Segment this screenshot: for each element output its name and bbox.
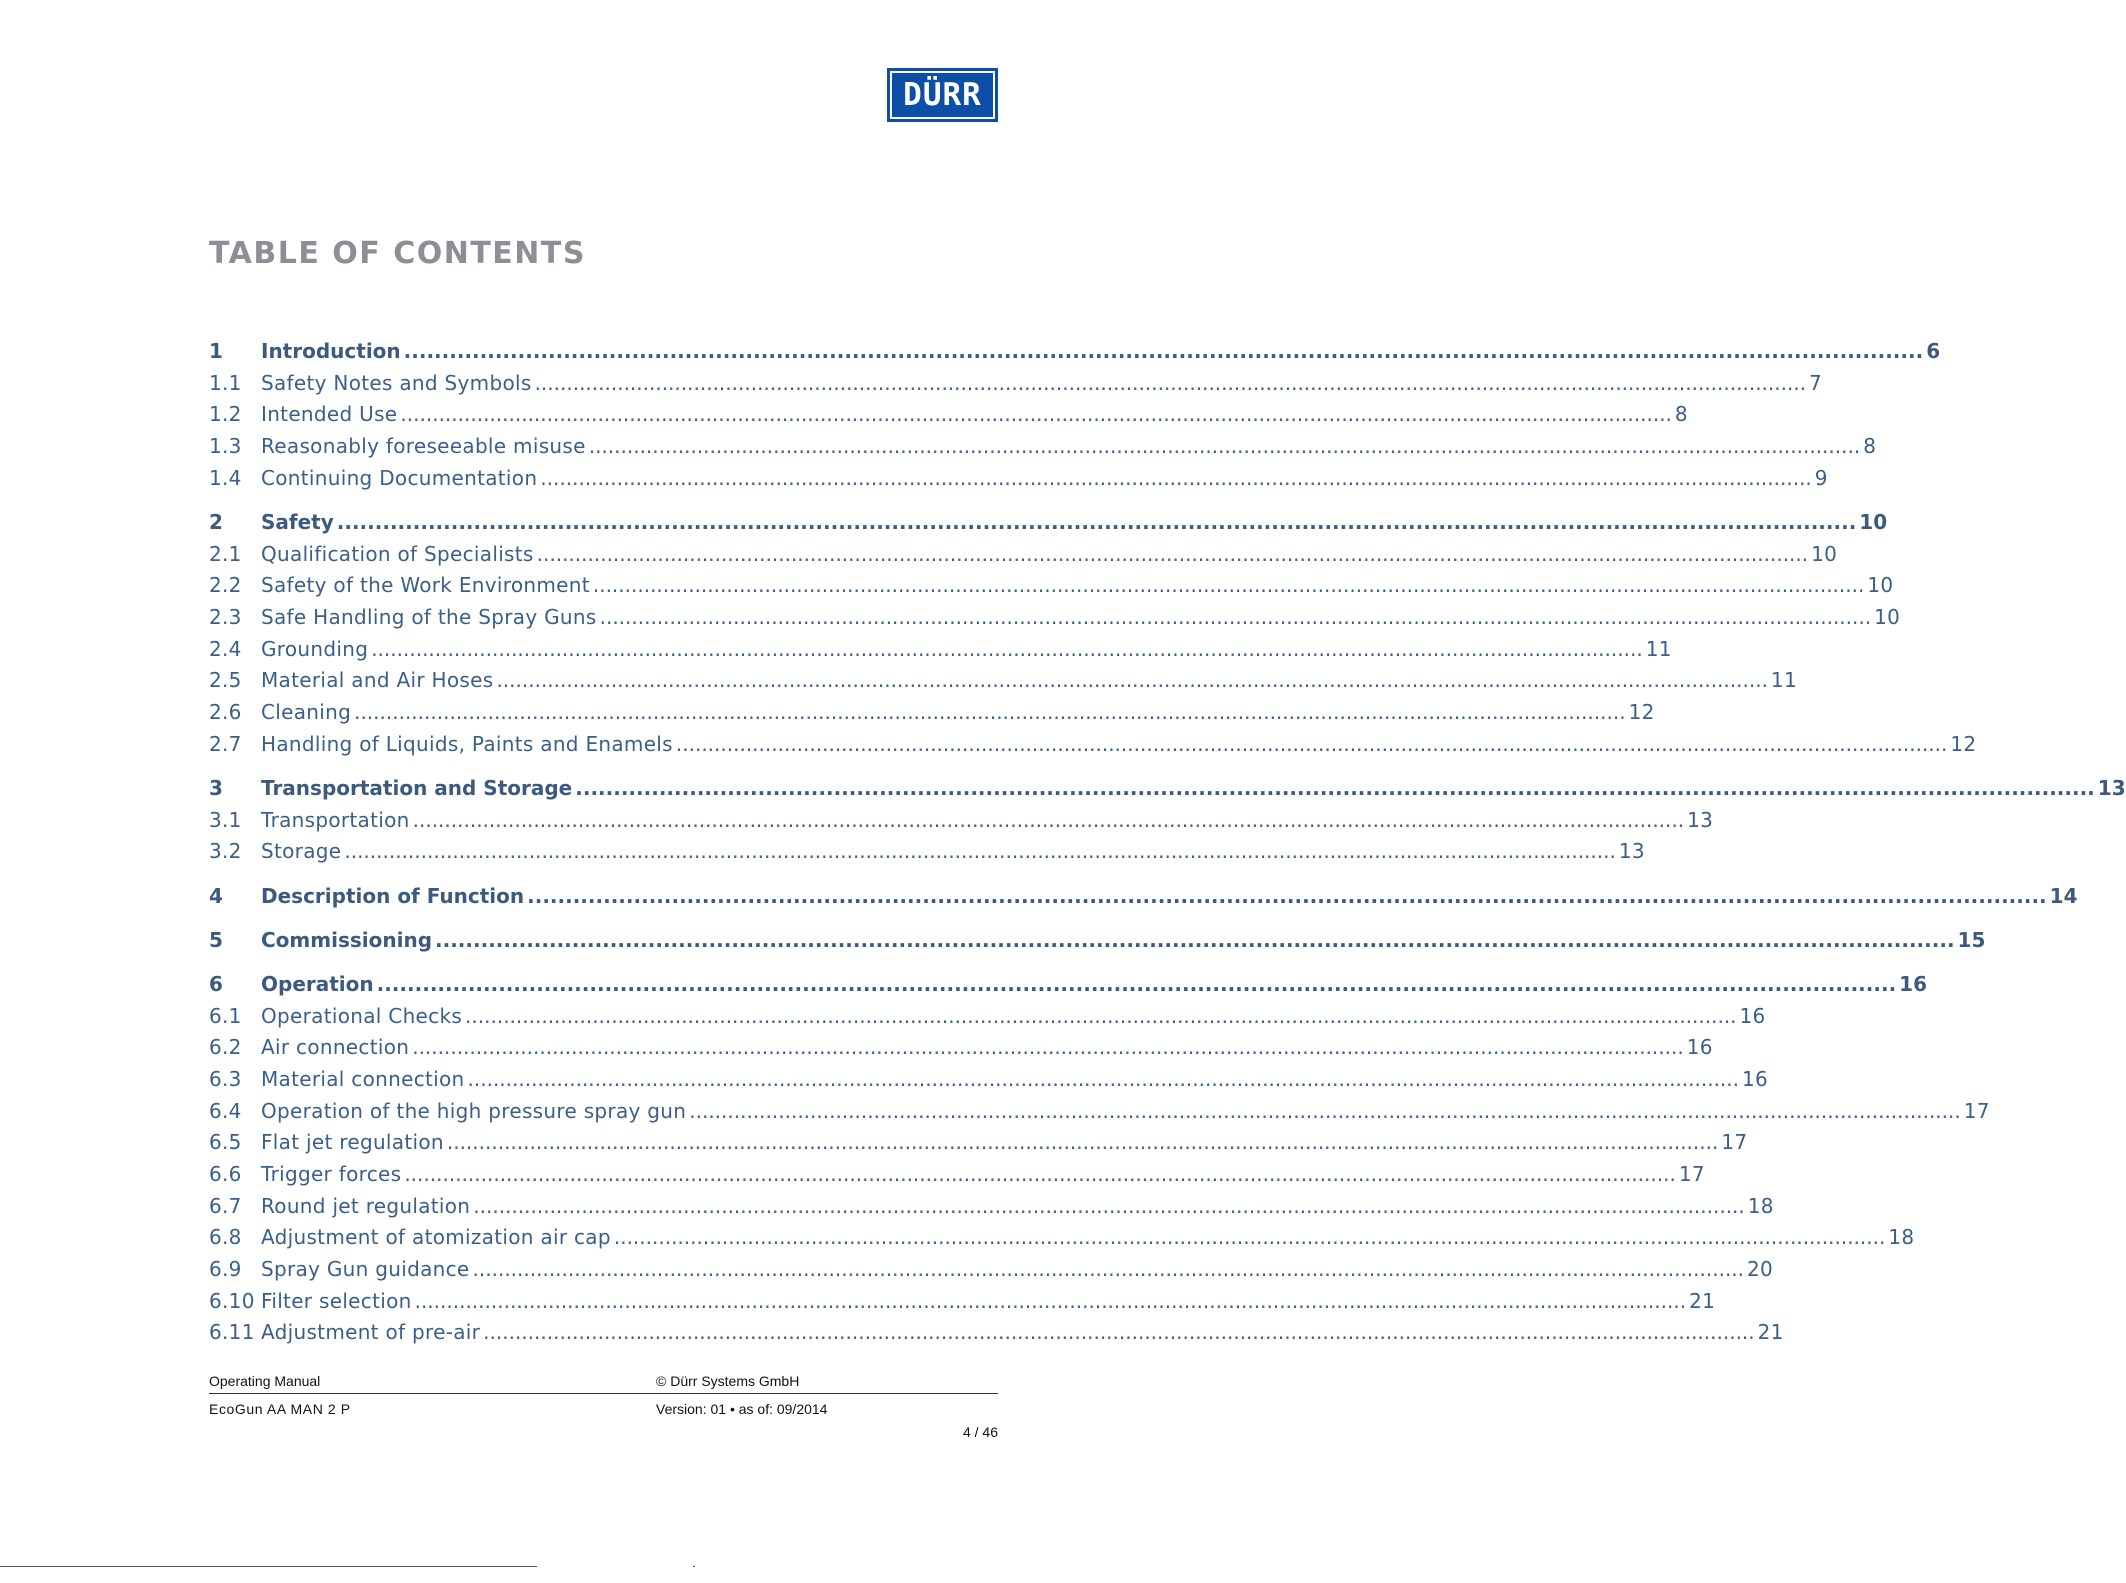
toc-entry-page: 17 [1963,1098,1990,1123]
toc-dot-leader: ........................................................................................................................................................................................................ [414,1288,1687,1313]
toc-entry-title: Air connection [261,1035,410,1060]
toc-entry-title: Material and Air Hoses [261,668,494,693]
toc-entry-title: Safe Handling of the Spray Guns [261,605,597,629]
toc-entry-title: Grounding [261,636,369,661]
toc-entry-page: 20 [1747,1257,1774,1282]
toc-entry-number: 1.2 [209,402,242,427]
toc-entry-page: 9 [1814,465,1828,490]
toc-entry[interactable] [209,1257,1774,1289]
toc-entry[interactable] [209,509,1888,542]
table-of-contents [209,339,2126,1352]
toc-entry-page: 10 [1867,573,1894,598]
toc-entry-title: Operation of the high pressure spray gun [261,1098,687,1123]
toc-entry-number: 3 [209,775,223,800]
toc-dot-leader: ........................................................................................................................................................................................................ [483,1320,1755,1345]
toc-dot-leader: ........................................................................................................................................................................................................ [344,839,1616,864]
toc-entry-page: 18 [1888,1225,1915,1250]
footer-product: EcoGun AA MAN 2 P [209,1401,351,1417]
toc-entry-number: 6.9 [209,1257,242,1282]
toc-entry[interactable] [209,1288,1716,1321]
toc-entry[interactable] [209,883,2078,916]
toc-entry-title: Transportation [261,807,410,832]
toc-entry-title: Safety Notes and Symbols [261,370,532,395]
toc-entry-title: Filter selection [261,1288,412,1313]
toc-entry-number: 6.7 [209,1193,242,1218]
toc-entry-page: 12 [1950,731,1977,756]
toc-entry-number: 6.1 [209,1003,242,1028]
toc-entry-number: 6 [209,971,223,996]
toc-entry-title: Qualification of Specialists [261,541,534,566]
toc-entry-page: 16 [1899,971,1928,996]
toc-entry-number: 6.3 [209,1066,242,1091]
toc-dot-leader: ........................................................................................................................................................................................................ [599,605,1872,629]
toc-dot-leader: ........................................................................................................................................................................................................ [592,573,1865,598]
toc-entry[interactable] [209,465,1828,498]
toc-dot-leader: ........................................................................................................................................................................................................ [534,370,1807,395]
toc-dot-leader: ........................................................................................................................................................................................................ [400,402,1672,427]
toc-entry-page: 18 [1747,1193,1774,1218]
toc-dot-leader: ........................................................................................................................................................................................................ [575,775,2095,800]
toc-entry-number: 5 [209,927,223,952]
toc-entry-number: 3.1 [209,807,242,832]
toc-dot-leader: ........................................................................................................................................................................................................ [336,509,1857,534]
footer-copyright: © Dürr Systems GmbH [656,1373,800,1389]
toc-entry-page: 13 [2097,775,2126,800]
page-title: TABLE OF CONTENTS [209,236,586,271]
toc-entry[interactable] [209,1003,1766,1036]
toc-entry-title: Description of Function [261,883,525,908]
toc-entry[interactable] [209,1320,1784,1352]
toc-dot-leader: ........................................................................................................................................................................................................ [412,807,1685,832]
toc-entry-page: 17 [1678,1162,1705,1186]
toc-dot-leader: ........................................................................................................................................................................................................ [472,1257,1745,1282]
toc-entry-title: Introduction [261,339,401,363]
toc-dot-leader: ........................................................................................................................................................................................................ [540,465,1812,490]
toc-entry[interactable] [209,775,2126,808]
toc-dot-leader: ........................................................................................................................................................................................................ [467,1066,1739,1091]
toc-entry-title: Trigger forces [261,1162,402,1186]
toc-entry-number: 4 [209,883,223,908]
toc-entry-number: 2.5 [209,668,242,693]
toc-entry-number: 1.4 [209,465,242,490]
toc-entry-title: Cleaning [261,700,352,725]
toc-entry-title: Transportation and Storage [261,775,573,800]
toc-dot-leader: ........................................................................................................................................................................................................ [496,668,1768,693]
toc-dot-leader: ........................................................................................................................................................................................................ [376,971,1897,996]
toc-dot-leader: ........................................................................................................................................................................................................ [613,1225,1886,1250]
toc-entry-page: 16 [1742,1066,1769,1091]
toc-entry[interactable] [209,927,1986,960]
toc-entry-page: 16 [1686,1035,1713,1060]
toc-entry-title: Intended Use [261,402,398,427]
toc-dot-leader: ........................................................................................................................................................................................................ [403,339,1924,363]
toc-entry-number: 6.8 [209,1225,242,1250]
toc-entry-title: Material connection [261,1066,465,1091]
toc-entry-page: 21 [1757,1320,1784,1345]
toc-entry-number: 2 [209,509,223,534]
toc-entry[interactable] [209,839,1645,871]
footer-page-number: 4 / 46 [962,1424,998,1440]
toc-entry-number: 6.11 [209,1320,255,1345]
toc-entry-title: Reasonably foreseeable misuse [261,434,586,459]
toc-entry-page: 21 [1689,1288,1716,1313]
durr-logo [887,68,998,122]
toc-dot-leader: ........................................................................................................................................................................................................ [588,434,1861,459]
toc-dot-leader: ........................................................................................................................................................................................................ [354,700,1626,725]
durr-logo-text: DÜRR [892,73,993,117]
toc-entry[interactable] [209,541,1838,574]
toc-entry-page: 15 [1957,927,1986,952]
toc-dot-leader: ........................................................................................................................................................................................................ [675,731,1948,756]
toc-entry[interactable] [209,1162,1705,1194]
toc-entry-title: Adjustment of atomization air cap [261,1225,611,1250]
toc-entry-number: 2.7 [209,731,242,756]
toc-entry[interactable] [209,1035,1713,1067]
toc-entry-title: Spray Gun guidance [261,1257,470,1282]
toc-entry-number: 6.5 [209,1130,242,1155]
toc-dot-leader: ........................................................................................................................................................................................................ [465,1003,1737,1028]
toc-entry-page: 6 [1926,339,1941,363]
toc-entry-number: 6.10 [209,1288,255,1313]
toc-entry[interactable] [209,1193,1774,1226]
toc-entry[interactable] [209,636,1672,669]
toc-entry-page: 17 [1721,1130,1748,1155]
toc-entry-title: Handling of Liquids, Paints and Enamels [261,731,673,756]
toc-entry-number: 2.4 [209,636,242,661]
toc-dot-leader: ........................................................................................................................................................................................................ [446,1130,1719,1155]
toc-dot-leader: ........................................................................................................................................................................................................ [527,883,2047,908]
toc-entry-title: Safety [261,509,334,534]
toc-entry-page: 13 [1687,807,1714,832]
toc-entry[interactable] [209,1098,1990,1131]
toc-entry-number: 6.4 [209,1098,242,1123]
toc-entry[interactable] [209,434,1877,466]
toc-entry-page: 8 [1674,402,1688,427]
toc-entry-number: 1 [209,339,223,363]
toc-entry-page: 13 [1618,839,1645,864]
toc-entry[interactable] [209,370,1823,403]
toc-dot-leader: ........................................................................................................................................................................................................ [536,541,1809,566]
toc-entry-title: Round jet regulation [261,1193,471,1218]
toc-entry-page: 16 [1739,1003,1766,1028]
toc-entry-number: 6.6 [209,1162,242,1186]
toc-dot-leader: ........................................................................................................................................................................................................ [435,927,1955,952]
toc-entry-number: 2.6 [209,700,242,725]
toc-dot-leader: ........................................................................................................................................................................................................ [404,1162,1676,1186]
toc-entry-title: Safety of the Work Environment [261,573,590,598]
toc-dot-leader: ........................................................................................................................................................................................................ [412,1035,1684,1060]
toc-entry-number: 6.2 [209,1035,242,1060]
footer-doc-type: Operating Manual [209,1373,321,1389]
toc-entry-title: Storage [261,839,342,864]
toc-entry-page: 8 [1863,434,1877,459]
toc-entry-number: 1.1 [209,370,242,395]
toc-entry-number: 2.2 [209,573,242,598]
toc-entry-page: 10 [1874,605,1901,629]
toc-entry-number: 3.2 [209,839,242,864]
toc-entry-page: 11 [1770,668,1797,693]
toc-entry[interactable] [209,731,1977,764]
toc-dot-leader: ........................................................................................................................................................................................................ [371,636,1643,661]
toc-entry[interactable] [209,668,1797,700]
toc-entry[interactable] [209,700,1655,732]
toc-entry-title: Commissioning [261,927,433,952]
toc-entry[interactable] [209,605,1901,637]
toc-dot-leader: ........................................................................................................................................................................................................ [689,1098,1961,1123]
toc-entry-title: Flat jet regulation [261,1130,444,1155]
toc-entry-number: 2.1 [209,541,242,566]
toc-entry-page: 11 [1645,636,1672,661]
toc-entry-number: 2.3 [209,605,242,629]
toc-entry[interactable] [209,971,1928,1004]
toc-entry-page: 12 [1628,700,1655,725]
footer-version: Version: 01 • as of: 09/2014 [656,1401,828,1417]
toc-entry-page: 10 [1859,509,1888,534]
toc-entry-title: Operation [261,971,374,996]
footer-divider [209,1393,998,1394]
toc-entry-title: Continuing Documentation [261,465,538,490]
toc-entry[interactable] [209,1225,1915,1257]
toc-entry[interactable] [209,1066,1769,1099]
toc-dot-leader: ........................................................................................................................................................................................................ [473,1193,1745,1218]
toc-entry-page: 7 [1809,370,1823,395]
page-bottom-divider [0,1566,537,1567]
toc-entry[interactable] [209,402,1688,434]
toc-entry-title: Adjustment of pre-air [261,1320,481,1345]
toc-entry[interactable] [209,339,1941,371]
page-bottom-mark [693,1566,695,1567]
toc-entry[interactable] [209,573,1894,605]
toc-entry-page: 14 [2049,883,2078,908]
toc-entry[interactable] [209,1130,1748,1162]
toc-entry-page: 10 [1811,541,1838,566]
toc-entry-number: 1.3 [209,434,242,459]
toc-entry[interactable] [209,807,1714,840]
toc-entry-title: Operational Checks [261,1003,463,1028]
